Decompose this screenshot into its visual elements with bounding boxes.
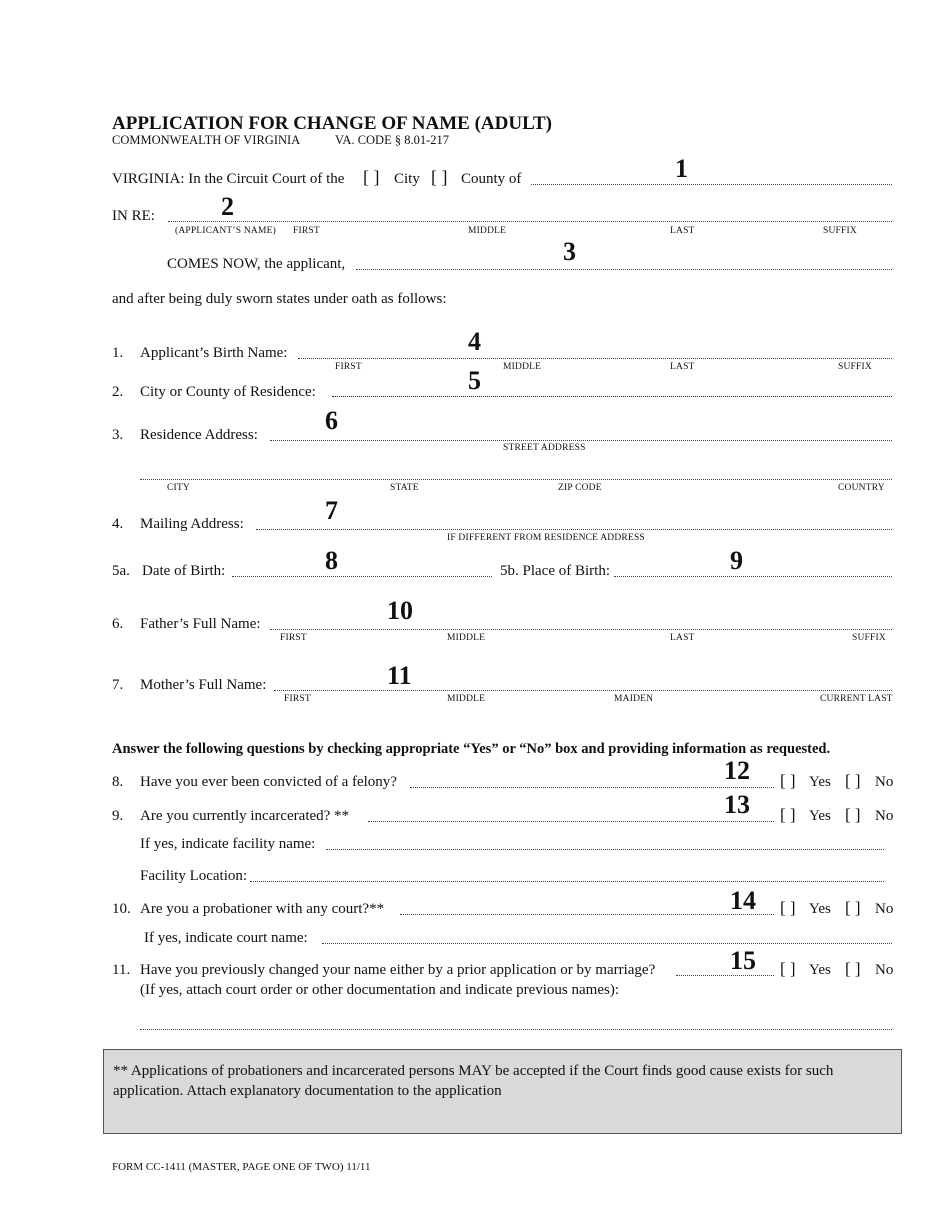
caption-state: STATE [390,483,419,493]
q10-no-label: No [875,901,894,917]
caption-last: LAST [670,633,695,643]
previous-names-field[interactable] [140,1029,892,1030]
marker-3: 3 [563,237,576,266]
q11-leader [676,975,774,976]
q8-label: Have you ever been convicted of a felony? [140,774,397,790]
facility-name-field[interactable] [326,849,884,850]
q10-yes-label: Yes [809,901,831,917]
q8-no-label: No [875,774,894,790]
q5a-label: Date of Birth: [142,563,226,579]
q9-no-label: No [875,808,894,824]
city-checkbox[interactable]: [ ] [363,167,380,187]
q11-no-checkbox[interactable]: [ ] [845,959,861,978]
marker-12: 12 [724,756,750,785]
caption-first: FIRST [293,226,320,236]
caption-suffix: SUFFIX [852,633,886,643]
court-name-label: If yes, indicate court name: [144,930,308,946]
mailing-address-field[interactable] [256,529,892,530]
court-name-field[interactable] [322,943,892,944]
q4-label: Mailing Address: [140,516,244,532]
birth-name-field[interactable] [298,358,892,359]
sworn-statement: and after being duly sworn states under oath as follows: [112,291,447,307]
instructions: Answer the following questions by checking appropriate “Yes” or “No” box and providing information as requested. [112,741,831,757]
caption-street-address: STREET ADDRESS [503,443,586,453]
q5a-number: 5a. [112,563,130,579]
applicant-name-field[interactable] [168,221,892,222]
caption-maiden: MAIDEN [614,694,654,704]
marker-9: 9 [730,546,743,575]
q10-no-checkbox[interactable]: [ ] [845,898,861,917]
marker-5: 5 [468,366,481,395]
facility-name-label: If yes, indicate facility name: [140,836,316,852]
county-field[interactable] [531,184,892,185]
q4-number: 4. [112,516,124,532]
residence-city-state-zip-field[interactable] [140,479,892,480]
caption-current-last: CURRENT LAST [820,694,893,704]
q5b-label: 5b. Place of Birth: [500,563,610,579]
in-re-label: IN RE: [112,208,155,224]
county-label: County of [461,171,522,187]
q9-label: Are you currently incarcerated? ** [140,808,350,824]
q2-label: City or County of Residence: [140,384,316,400]
marker-2: 2 [221,192,234,221]
q11-no-label: No [875,962,894,978]
caption-suffix: SUFFIX [838,362,872,372]
q11-note: (If yes, attach court order or other documentation and indicate previous names): [140,982,619,998]
notice-box [103,1049,902,1134]
caption-middle: MIDDLE [503,362,542,372]
q1-number: 1. [112,345,124,361]
caption-middle: MIDDLE [447,694,486,704]
q10-number: 10. [112,901,131,917]
q8-yes-label: Yes [809,774,831,790]
date-of-birth-field[interactable] [232,576,492,577]
caption-last: LAST [670,226,695,236]
caption-suffix: SUFFIX [823,226,857,236]
q11-yes-checkbox[interactable]: [ ] [780,959,796,978]
caption-middle: MIDDLE [468,226,507,236]
q2-number: 2. [112,384,124,400]
marker-13: 13 [724,790,750,819]
notice-text: ** Applications of probationers and incarcerated persons MAY be accepted if the Court finds good cause exists for such application. Attach explanatory documentation to the application [113,1063,834,1099]
q7-number: 7. [112,677,124,693]
q8-number: 8. [112,774,124,790]
marker-10: 10 [387,596,413,625]
mother-name-field[interactable] [274,690,892,691]
caption-applicant-name: (APPLICANT’S NAME) [175,226,276,236]
q3-number: 3. [112,427,124,443]
marker-7: 7 [325,496,338,525]
q8-leader [410,787,774,788]
residence-street-field[interactable] [270,440,892,441]
city-label: City [394,171,420,187]
county-checkbox[interactable]: [ ] [431,167,448,187]
marker-15: 15 [730,946,756,975]
q9-leader [368,821,774,822]
q10-leader [400,914,774,915]
q7-label: Mother’s Full Name: [140,677,267,693]
facility-location-label: Facility Location: [140,868,248,884]
caption-first: FIRST [335,362,362,372]
place-of-birth-field[interactable] [614,576,892,577]
marker-14: 14 [730,886,756,915]
caption-first: FIRST [280,633,307,643]
q9-yes-checkbox[interactable]: [ ] [780,805,796,824]
q10-label: Are you a probationer with any court?** [140,901,385,917]
caption-mailing: IF DIFFERENT FROM RESIDENCE ADDRESS [447,533,645,543]
q11-yes-label: Yes [809,962,831,978]
comes-now-field[interactable] [356,269,892,270]
form-footer: FORM CC-1411 (MASTER, PAGE ONE OF TWO) 11/11 [112,1161,371,1173]
caption-first: FIRST [284,694,311,704]
court-prefix: VIRGINIA: In the Circuit Court of the [112,171,345,187]
q10-yes-checkbox[interactable]: [ ] [780,898,796,917]
caption-zip-code: ZIP CODE [558,483,602,493]
marker-11: 11 [387,661,412,690]
q11-label: Have you previously changed your name either by a prior application or by marriage? [140,962,656,978]
q8-yes-checkbox[interactable]: [ ] [780,771,796,790]
q11-number: 11. [112,962,131,978]
q9-yes-label: Yes [809,808,831,824]
form-title: APPLICATION FOR CHANGE OF NAME (ADULT) [112,113,552,134]
marker-1: 1 [675,154,688,183]
commonwealth-label: COMMONWEALTH OF VIRGINIA [112,133,301,147]
facility-location-field[interactable] [250,881,884,882]
q9-number: 9. [112,808,124,824]
q3-label: Residence Address: [140,427,258,443]
q1-label: Applicant’s Birth Name: [140,345,288,361]
marker-4: 4 [468,327,481,356]
q6-number: 6. [112,616,124,632]
marker-6: 6 [325,406,338,435]
marker-8: 8 [325,546,338,575]
comes-now-label: COMES NOW, the applicant, [167,256,346,272]
q6-label: Father’s Full Name: [140,616,261,632]
caption-country: COUNTRY [838,483,885,493]
q9-no-checkbox[interactable]: [ ] [845,805,861,824]
caption-last: LAST [670,362,695,372]
caption-city: CITY [167,483,190,493]
caption-middle: MIDDLE [447,633,486,643]
va-code-label: VA. CODE § 8.01-217 [335,133,450,147]
residence-city-county-field[interactable] [332,396,892,397]
q8-no-checkbox[interactable]: [ ] [845,771,861,790]
father-name-field[interactable] [270,629,892,630]
